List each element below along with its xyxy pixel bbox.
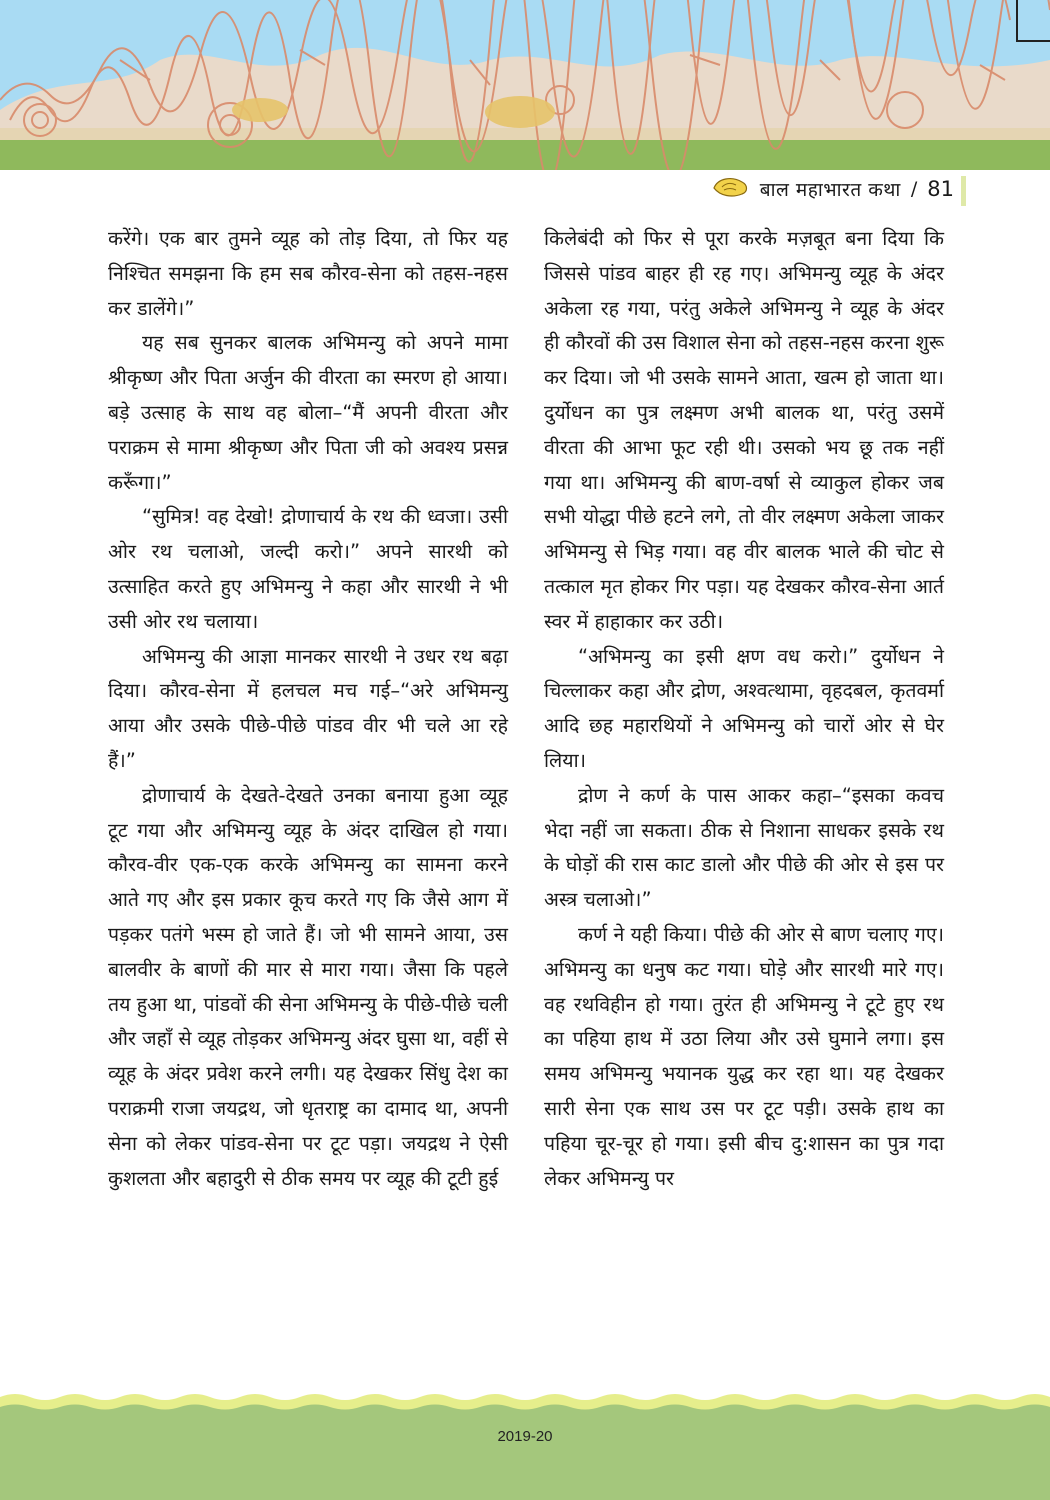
left-text-column (108, 222, 508, 1196)
paragraph: कर्ण ने यही किया। पीछे की ओर से बाण चलाए गए। अभिमन्यु का धनुष कट गया। घोड़े और सारथी मारे गए। वह रथविहीन हो गया। तुरंत ही अभिमन्यु ने टूटे हुए रथ का पहिया हाथ में उठा लिया और उसे घुमाने लगा। इस समय अभिमन्यु भयानक युद्ध कर रहा था। यह देखकर सारी सेना एक साथ उस पर टूट पड़ी। उसके हाथ का पहिया चूर-चूर हो गया। इसी बीच दु:शासन का पुत्र गदा लेकर अभिमन्यु पर (544, 922, 944, 1190)
header-bar (961, 176, 966, 206)
paragraph: किलेबंदी को फिर से पूरा करके मज़बूत बना दिया कि जिससे पांडव बाहर ही रह गए। अभिमन्यु व्यूह के अंदर अकेला रह गया, परंतु अकेले अभिमन्यु ने व्यूह के अंदर ही कौरवों की उस विशाल सेना को तहस-नहस करना शुरू कर दिया। जो भी उसके सामने आता, खत्म हो जाता था। दुर्योधन का पुत्र लक्ष्मण अभी बालक था, परंतु उसमें वीरता की आभा फूट रही थी। उसको भय छू तक नहीं गया था। अभिमन्यु की बाण-वर्षा से व्याकुल होकर जब सभी योद्धा पीछे हटने लगे, तो वीर लक्ष्मण अकेला जाकर अभिमन्यु से भिड़ गया। वह वीर बालक भाले की चोट से तत्काल मृत होकर गिर पड़ा। यह देखकर कौरव-सेना आर्त स्वर में हाहाकार कर उठी। (544, 227, 944, 633)
paragraph: “अभिमन्यु का इसी क्षण वध करो।” दुर्योधन ने चिल्लाकर कहा और द्रोण, अश्वत्थामा, वृहदबल, कृतवर्मा आदि छह महारथियों ने अभिमन्यु को चारों ओर से घेर लिया। (544, 644, 944, 772)
right-text-column (544, 222, 944, 1196)
page-number: 81 (927, 177, 954, 201)
header-separator: / (910, 178, 918, 200)
paragraph: “सुमित्र! वह देखो! द्रोणाचार्य के रथ की ध्वजा। उसी ओर रथ चलाओ, जल्दी करो।” अपने सारथी को उत्साहित करते हुए अभिमन्यु ने कहा और सारथी ने भी उसी ओर रथ चलाया। (108, 505, 508, 633)
paragraph: करेंगे। एक बार तुमने व्यूह को तोड़ दिया, तो फिर यह निश्चित समझना कि हम सब कौरव-सेना को तहस-नहस कर डालेंगे।” (108, 227, 508, 320)
paragraph: द्रोणाचार्य के देखते-देखते उनका बनाया हुआ व्यूह टूट गया और अभिमन्यु व्यूह के अंदर दाखिल हो गया। कौरव-वीर एक-एक करके अभिमन्यु का सामना करने आते गए और इस प्रकार कूच करते गए कि जैसे आग में पड़कर पतंगे भस्म हो जाते हैं। जो भी सामने आया, उस बालवीर के बाणों की मार से मारा गया। जैसा कि पहले तय हुआ था, पांडवों की सेना अभिमन्यु के पीछे-पीछे चली और जहाँ से व्यूह तोड़कर अभिमन्यु अंदर घुसा था, वहीं से व्यूह के अंदर प्रवेश करने लगी। यह देखकर सिंधु देश का पराक्रमी राजा जयद्रथ, जो धृतराष्ट्र का दामाद था, अपनी सेना को लेकर पांडव-सेना पर टूट पड़ा। जयद्रथ ने ऐसी कुशलता और बहादुरी से ठीक समय पर व्यूह की टूटी हुई (108, 783, 508, 1190)
crop-mark (1016, 40, 1050, 42)
book-title: बाल महाभारत कथा (759, 179, 901, 201)
running-header (712, 174, 954, 204)
conch-emblem-icon (712, 176, 750, 203)
battle-scene-banner (0, 0, 1050, 170)
paragraph: यह सब सुनकर बालक अभिमन्यु को अपने मामा श्रीकृष्ण और पिता अर्जुन की वीरता का स्मरण हो आया। बड़े उत्साह के साथ वह बोला–“मैं अपनी वीरता और पराक्रम से मामा श्रीकृष्ण और पिता जी को अवश्य प्रसन्न करूँगा।” (108, 331, 508, 494)
crop-mark (1016, 0, 1018, 40)
paragraph: अभिमन्यु की आज्ञा मानकर सारथी ने उधर रथ बढ़ा दिया। कौरव-सेना में हलचल मच गई–“अरे अभिमन्यु आया और उसके पीछे-पीछे पांडव वीर भी चले आ रहे हैं।” (108, 644, 508, 772)
edition-year: 2019-20 (497, 1428, 553, 1445)
battle-illustration (0, 0, 1050, 170)
paragraph: द्रोण ने कर्ण के पास आकर कहा–“इसका कवच भेदा नहीं जा सकता। ठीक से निशाना साधकर इसके रथ के घोड़ों की रास काट डालो और पीछे की ओर से इस पर अस्त्र चलाओ।” (544, 783, 944, 912)
